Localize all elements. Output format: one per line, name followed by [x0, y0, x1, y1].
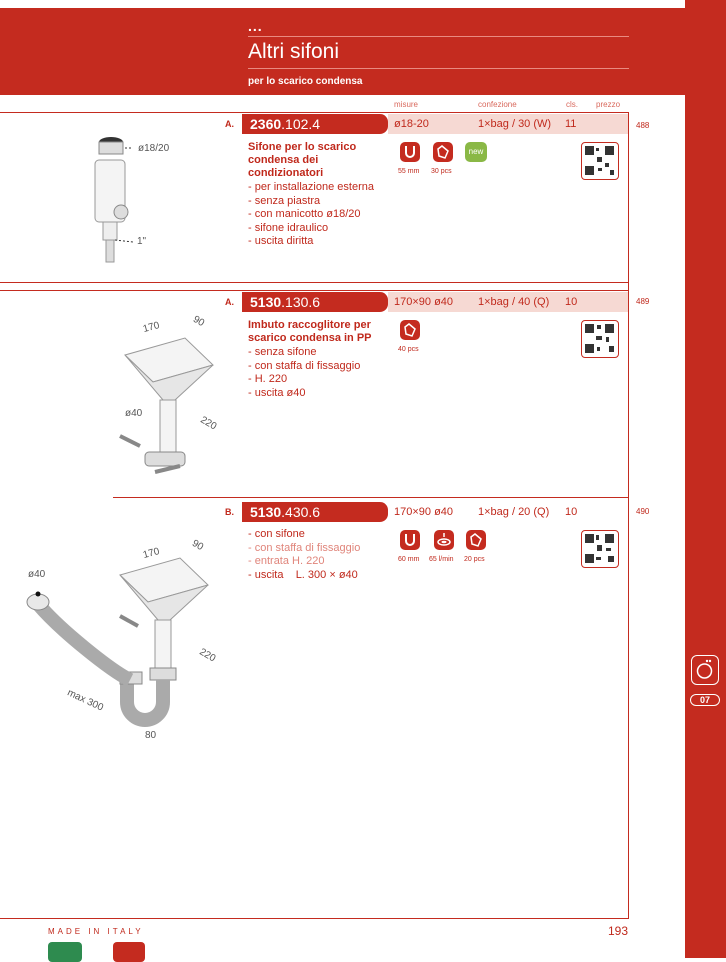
spec-confezione: 1×bag / 30 (W)	[478, 118, 552, 130]
spec-confezione: 1×bag / 40 (Q)	[478, 296, 550, 308]
page-ref[interactable]: 489	[636, 297, 650, 306]
feature-item: - con staffa di fissaggio	[248, 359, 361, 372]
qr-code[interactable]	[581, 320, 619, 358]
feature-list	[248, 181, 374, 249]
feature-list	[248, 528, 360, 582]
spec-cls: 10	[565, 296, 578, 308]
dim-label: 220	[198, 414, 219, 433]
product-spec-row	[388, 114, 628, 134]
product-title: Imbuto raccoglitore per scarico condensa in PP	[248, 319, 372, 344]
product-letter: B.	[225, 507, 234, 517]
col-header-cls: cls.	[566, 100, 578, 109]
spec-cls: 11	[565, 118, 577, 130]
product-spec-row	[388, 502, 628, 522]
header-dots: ...	[248, 18, 263, 34]
page-ref[interactable]: 490	[636, 507, 650, 516]
dim-label: max 300	[65, 687, 105, 714]
frame-line	[628, 112, 629, 918]
flow-icon	[434, 530, 454, 550]
icon-caption: 55 mm	[398, 168, 420, 175]
bag-icon	[400, 320, 420, 340]
section-rule	[0, 112, 629, 113]
qr-code[interactable]	[581, 530, 619, 568]
spec-cls: 10	[565, 506, 578, 518]
spec-misure: 170×90 ø40	[394, 296, 454, 308]
feature-item: - con sifone	[248, 528, 305, 540]
product-drawing	[20, 530, 230, 760]
qr-code[interactable]	[581, 142, 619, 180]
page-subtitle: per lo scarico condensa	[248, 76, 363, 87]
dim-label: 170	[141, 320, 161, 335]
feature-item: - per installazione esterna	[248, 181, 374, 193]
siphon-icon	[400, 530, 420, 550]
dim-label: 170	[141, 546, 161, 561]
dim-label: 90	[189, 537, 206, 554]
siphon-icon	[400, 142, 420, 162]
made-in-italy: MADE IN ITALY	[48, 927, 144, 936]
new-badge: new	[465, 142, 487, 162]
spec-misure: ø18-20	[394, 118, 429, 130]
chapter-sidebar	[685, 0, 726, 958]
page-ref[interactable]: 488	[636, 121, 650, 130]
dim-label: 80	[145, 730, 157, 741]
col-header-misure: misure	[394, 100, 419, 109]
feature-item: - uscita L. 300 × ø40	[248, 568, 358, 581]
feature-item: - con manicotto ø18/20	[248, 208, 361, 220]
dim-label: ø40	[125, 408, 143, 419]
header-divider	[248, 68, 629, 69]
feature-item: - entrata H. 220	[248, 555, 325, 567]
bag-icon	[466, 530, 486, 550]
page-number: 193	[608, 924, 629, 938]
page-title: Altri sifoni	[248, 40, 340, 63]
icon-caption: 60 mm	[398, 556, 420, 563]
section-rule	[0, 282, 629, 283]
product-code[interactable]: 5130.430.6	[242, 502, 388, 522]
feature-item: - uscita ø40	[248, 386, 306, 399]
col-header-prezzo: prezzo	[596, 100, 621, 109]
header-divider	[248, 36, 629, 37]
icon-caption: 65 l/min	[429, 556, 454, 563]
section-rule	[113, 497, 629, 498]
product-letter: A.	[225, 119, 234, 129]
product-drawing	[105, 310, 235, 490]
flag-green	[48, 942, 82, 962]
section-rule	[0, 290, 629, 291]
col-header-confezione: confezione	[478, 100, 517, 109]
dim-label: 90	[190, 313, 207, 330]
washing-machine-icon[interactable]	[691, 655, 719, 685]
chapter-number[interactable]: 07	[690, 694, 720, 706]
dim-label: ø40	[28, 569, 46, 580]
dim-label: 220	[197, 646, 218, 665]
feature-list	[248, 346, 360, 400]
feature-item: - con staffa di fissaggio	[248, 541, 361, 554]
icon-caption: 30 pcs	[431, 168, 452, 175]
feature-item: - uscita diritta	[248, 235, 314, 247]
feature-item: - sifone idraulico	[248, 221, 329, 234]
spec-confezione: 1×bag / 20 (Q)	[478, 506, 550, 518]
product-code[interactable]: 2360.102.4	[242, 114, 388, 134]
product-code[interactable]: 5130.130.6	[242, 292, 388, 312]
feature-item: - senza sifone	[248, 346, 317, 358]
product-spec-row	[388, 292, 628, 312]
product-letter: A.	[225, 297, 234, 307]
feature-item: - senza piastra	[248, 194, 321, 207]
icon-caption: 20 pcs	[464, 556, 485, 563]
spec-misure: 170×90 ø40	[394, 506, 454, 518]
dim-label: ø18/20	[138, 143, 170, 154]
product-title: Sifone per lo scarico condensa dei condizionatori	[248, 141, 357, 179]
frame-bottom	[0, 918, 629, 919]
bag-icon	[433, 142, 453, 162]
feature-item: - H. 220	[248, 373, 288, 385]
icon-caption: 40 pcs	[398, 346, 419, 353]
flag-red	[113, 942, 145, 962]
dim-label: 1"	[137, 236, 147, 247]
